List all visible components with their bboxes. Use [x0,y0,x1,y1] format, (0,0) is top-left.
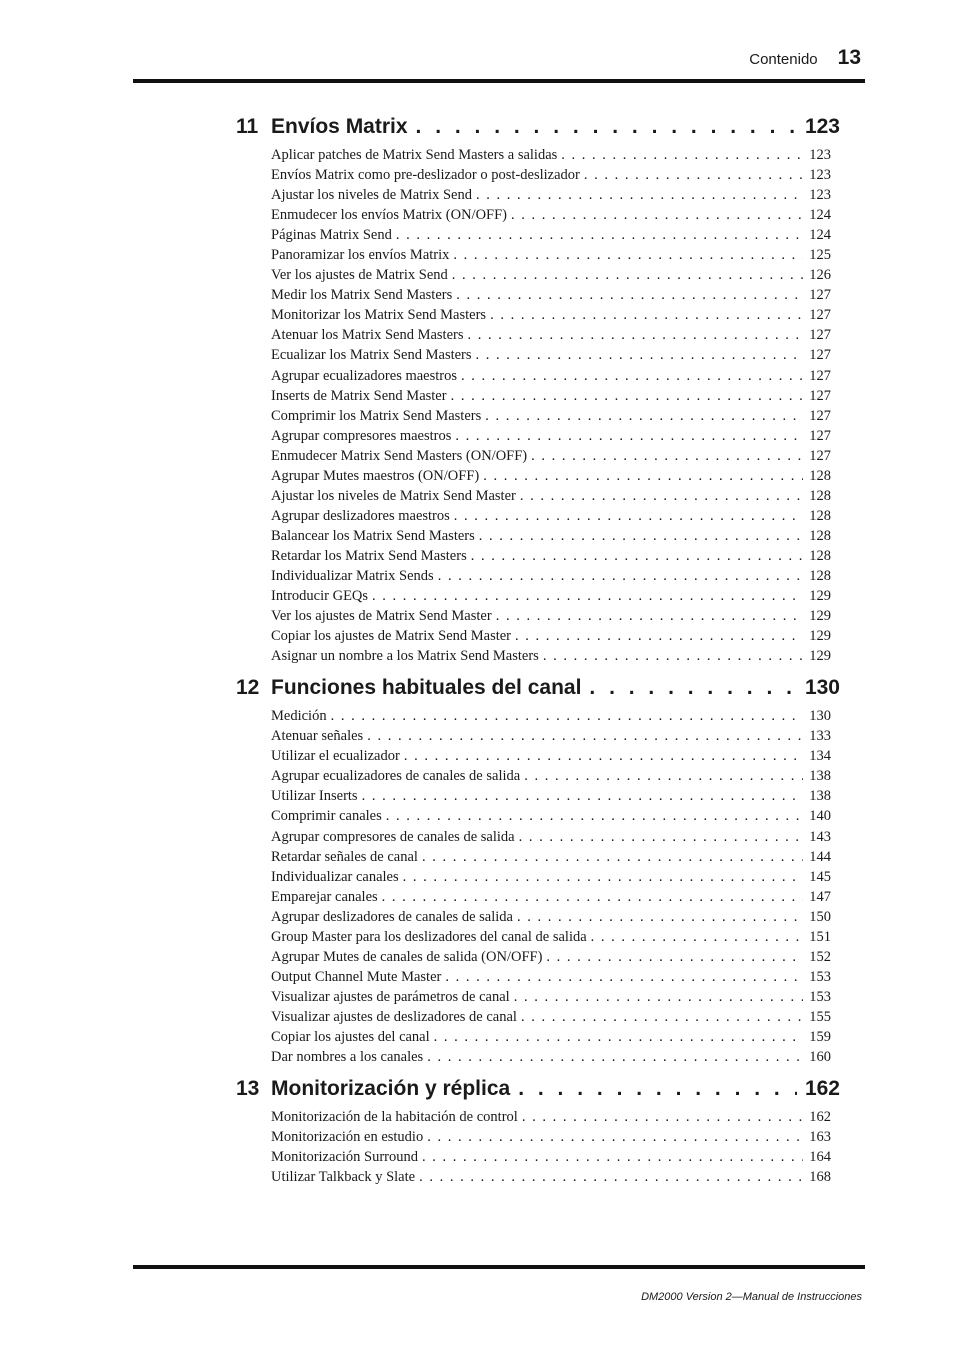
entry-title: Monitorización de la habitación de control [271,1109,518,1126]
entry-title: Retardar los Matrix Send Masters [271,547,467,564]
entry-page-number: 129 [809,648,831,665]
chapter-entry-list [271,1107,831,1187]
toc-entry[interactable] [271,626,831,646]
page-footer: DM2000 Version 2—Manual de Instrucciones [641,1291,862,1303]
dot-leader [456,285,803,305]
entry-page-number: 128 [809,567,831,584]
toc-entry[interactable] [271,506,831,526]
chapter-page-number: 130 [804,676,840,700]
dot-leader [438,566,803,586]
entry-page-number: 130 [809,708,831,725]
entry-title: Balancear los Matrix Send Masters [271,527,475,544]
entry-page-number: 123 [809,147,831,163]
dot-leader [584,165,803,185]
entry-page-number: 159 [809,1028,831,1045]
dot-leader [331,706,803,726]
entry-page-number: 127 [809,347,831,364]
dot-leader [511,205,803,225]
dot-leader [382,887,803,907]
entry-title: Atenuar los Matrix Send Masters [271,327,464,344]
entry-title: Monitorizar los Matrix Send Masters [271,307,487,324]
dot-leader [520,486,803,506]
dot-leader [372,586,803,606]
dot-leader [561,145,803,165]
entry-page-number: 134 [809,748,831,765]
header-rule [133,79,865,83]
toc-chapter [236,115,840,666]
entry-page-number: 153 [809,968,831,985]
toc-entry[interactable] [271,305,831,325]
entry-title: Monitorización en estudio [271,1129,424,1146]
toc-entry[interactable] [271,586,831,606]
toc-entry[interactable] [271,1047,831,1067]
toc-entry[interactable] [271,486,831,506]
entry-title: Agrupar Mutes maestros (ON/OFF) [271,467,480,484]
entry-page-number: 147 [809,888,831,905]
footer-rule [133,1265,865,1269]
entry-title: Envíos Matrix como pre-deslizador o post-deslizador [271,167,580,184]
entry-title: Comprimir los Matrix Send Masters [271,407,482,424]
toc-entry[interactable] [271,726,831,746]
toc-entry[interactable] [271,706,831,726]
toc-entry[interactable] [271,245,831,265]
toc-entry[interactable] [271,606,831,626]
toc-chapter [236,676,840,1067]
chapter-number: 13 [236,1077,260,1101]
entry-title: Utilizar Inserts [271,788,358,805]
entry-page-number: 128 [809,547,831,564]
entry-page-number: 129 [809,608,831,625]
toc-entry[interactable] [271,345,831,365]
dot-leader [476,345,803,365]
toc-entry[interactable] [271,786,831,806]
entry-page-number: 143 [809,828,831,845]
entry-page-number: 127 [809,387,831,404]
toc-entry[interactable] [271,827,831,847]
entry-title: Atenuar señales [271,728,364,745]
entry-page-number: 128 [809,467,831,484]
entry-page-number: 164 [809,1149,831,1166]
entry-title: Agrupar compresores maestros [271,427,452,444]
dot-leader [434,1027,803,1047]
toc-entry[interactable] [271,205,831,225]
dot-leader [403,867,803,887]
toc-entry[interactable] [271,806,831,826]
entry-title: Medir los Matrix Send Masters [271,287,453,304]
entry-page-number: 153 [809,988,831,1005]
entry-title: Ajustar los niveles de Matrix Send Master [271,487,516,504]
entry-title: Individualizar Matrix Sends [271,567,434,584]
toc-entry[interactable] [271,766,831,786]
entry-title: Agrupar Mutes de canales de salida (ON/OFF) [271,948,543,965]
entry-title: Asignar un nombre a los Matrix Send Masters [271,648,539,665]
entry-page-number: 125 [809,247,831,264]
entry-page-number: 133 [809,728,831,745]
entry-page-number: 138 [809,788,831,805]
entry-page-number: 127 [809,407,831,424]
toc-entry[interactable] [271,546,831,566]
entry-title: Inserts de Matrix Send Master [271,387,447,404]
chapter-number: 11 [236,115,259,138]
page-header [133,46,865,74]
entry-title: Group Master para los deslizadores del canal de salida [271,928,587,945]
entry-page-number: 127 [809,287,831,304]
dot-leader [427,1047,803,1067]
entry-title: Enmudecer los envíos Matrix (ON/OFF) [271,207,507,224]
entry-title: Enmudecer Matrix Send Masters (ON/OFF) [271,447,528,464]
dot-leader [422,1147,803,1167]
toc-entry[interactable] [271,887,831,907]
entry-page-number: 152 [809,948,831,965]
entry-page-number: 128 [809,507,831,524]
entry-title: Individualizar canales [271,868,399,885]
entry-title: Ver los ajustes de Matrix Send [271,267,448,284]
toc-entry[interactable] [271,285,831,305]
dot-leader [454,506,803,526]
toc-entry[interactable] [271,406,831,426]
dot-leader [485,406,803,426]
entry-page-number: 129 [809,588,831,605]
entry-page-number: 127 [809,447,831,464]
entry-title: Comprimir canales [271,808,382,825]
toc-entry[interactable] [271,746,831,766]
entry-page-number: 123 [809,187,831,204]
entry-title: Aplicar patches de Matrix Send Masters a salidas [271,147,558,163]
dot-leader [396,225,803,245]
entry-page-number: 168 [809,1169,831,1186]
entry-title: Ajustar los niveles de Matrix Send [271,187,472,204]
dot-leader [483,466,803,486]
dot-leader [461,366,803,386]
dot-leader [422,847,803,867]
dot-leader [524,766,803,786]
toc-entry[interactable] [271,325,831,345]
dot-leader [404,746,803,766]
toc-entry[interactable] [271,987,831,1007]
dot-leader [589,676,797,700]
toc-entry[interactable] [271,386,831,406]
toc-entry[interactable] [271,466,831,486]
entry-page-number: 124 [809,207,831,224]
dot-leader [362,786,803,806]
entry-title: Ecualizar los Matrix Send Masters [271,347,472,364]
entry-page-number: 163 [809,1129,831,1146]
dot-leader [496,606,803,626]
entry-page-number: 127 [809,367,831,384]
entry-page-number: 138 [809,768,831,785]
toc-entry[interactable] [271,1127,831,1147]
toc-entry[interactable] [271,426,831,446]
toc-entry[interactable] [271,847,831,867]
entry-page-number: 144 [809,848,831,865]
entry-title: Agrupar ecualizadores de canales de salida [271,768,521,785]
entry-title: Introducir GEQs [271,588,369,605]
entry-title: Monitorización Surround [271,1149,418,1166]
entry-page-number: 128 [809,487,831,504]
dot-leader [386,806,803,826]
toc-entry[interactable] [271,165,831,185]
entry-title: Agrupar compresores de canales de salida [271,828,515,845]
dot-leader [522,1107,803,1127]
toc-entry[interactable] [271,1147,831,1167]
toc-entry[interactable] [271,907,831,927]
entry-page-number: 162 [809,1109,831,1126]
entry-page-number: 127 [809,327,831,344]
dot-leader [455,426,803,446]
toc-entry[interactable] [271,566,831,586]
entry-title: Utilizar Talkback y Slate [271,1169,416,1186]
chapter-title: Monitorización y réplica [271,1077,511,1101]
entry-page-number: 126 [809,267,831,284]
entry-page-number: 155 [809,1008,831,1025]
dot-leader [427,1127,803,1147]
toc-entry[interactable] [271,867,831,887]
entry-page-number: 145 [809,868,831,885]
dot-leader [367,726,803,746]
dot-leader [479,526,803,546]
dot-leader [445,967,803,987]
toc-entry[interactable] [271,526,831,546]
dot-leader [451,386,803,406]
chapter-number: 12 [236,676,260,700]
table-of-contents [236,115,840,1197]
entry-page-number: 123 [809,167,831,184]
toc-entry[interactable] [271,366,831,386]
dot-leader [519,827,803,847]
toc-entry[interactable] [271,947,831,967]
entry-title: Dar nombres a los canales [271,1049,424,1066]
toc-entry[interactable] [271,1167,831,1187]
toc-entry[interactable] [271,1107,831,1127]
entry-page-number: 160 [809,1049,831,1066]
chapter-title: Funciones habituales del canal [271,676,582,700]
entry-page-number: 150 [809,908,831,925]
chapter-page-number: 162 [804,1077,840,1101]
dot-leader [515,626,803,646]
entry-title: Emparejar canales [271,888,378,905]
dot-leader [471,546,803,566]
toc-entry[interactable] [271,1027,831,1047]
chapter-title: Envíos Matrix [271,115,408,138]
dot-leader [521,1007,803,1027]
toc-entry[interactable] [271,446,831,466]
dot-leader [591,927,803,947]
dot-leader [546,947,803,967]
entry-title: Agrupar ecualizadores maestros [271,367,458,384]
chapter-entry-list [271,145,831,666]
dot-leader [517,907,803,927]
dot-leader [419,1167,803,1187]
entry-title: Output Channel Mute Master [271,968,442,985]
dot-leader [452,265,803,285]
dot-leader [531,446,803,466]
entry-title: Ver los ajustes de Matrix Send Master [271,608,492,625]
toc-chapter [236,1077,840,1187]
dot-leader [514,987,803,1007]
entry-title: Utilizar el ecualizador [271,748,400,765]
chapter-page-number: 123 [804,115,840,138]
entry-title: Páginas Matrix Send [271,227,392,244]
dot-leader [476,185,803,205]
toc-entry[interactable] [271,185,831,205]
toc-entry[interactable] [271,927,831,947]
toc-entry[interactable] [271,1007,831,1027]
entry-title: Copiar los ajustes del canal [271,1028,430,1045]
chapter-heading[interactable] [236,1077,840,1107]
dot-leader [543,646,803,666]
toc-entry[interactable] [271,265,831,285]
dot-leader [518,1077,797,1101]
dot-leader [453,245,803,265]
chapter-entry-list [271,706,831,1067]
dot-leader [416,115,797,139]
dot-leader [468,325,804,345]
header-section-name: Contenido [749,51,818,68]
toc-entry[interactable] [271,646,831,666]
chapter-heading[interactable] [236,676,840,706]
entry-title: Panoramizar los envíos Matrix [271,247,450,264]
entry-title: Agrupar deslizadores maestros [271,507,450,524]
toc-entry[interactable] [271,225,831,245]
entry-title: Agrupar deslizadores de canales de salida [271,908,513,925]
entry-title: Visualizar ajustes de deslizadores de canal [271,1008,517,1025]
entry-page-number: 127 [809,427,831,444]
entry-page-number: 124 [809,227,831,244]
toc-entry[interactable] [271,145,831,165]
entry-page-number: 127 [809,307,831,324]
toc-entry[interactable] [271,967,831,987]
entry-title: Visualizar ajustes de parámetros de canal [271,988,510,1005]
entry-page-number: 129 [809,628,831,645]
entry-title: Medición [271,708,327,725]
header-page-number: 13 [837,46,861,69]
entry-page-number: 140 [809,808,831,825]
entry-page-number: 128 [809,527,831,544]
entry-title: Copiar los ajustes de Matrix Send Master [271,628,512,645]
entry-page-number: 151 [809,928,831,945]
chapter-heading[interactable] [236,115,840,145]
entry-title: Retardar señales de canal [271,848,418,865]
dot-leader [490,305,803,325]
